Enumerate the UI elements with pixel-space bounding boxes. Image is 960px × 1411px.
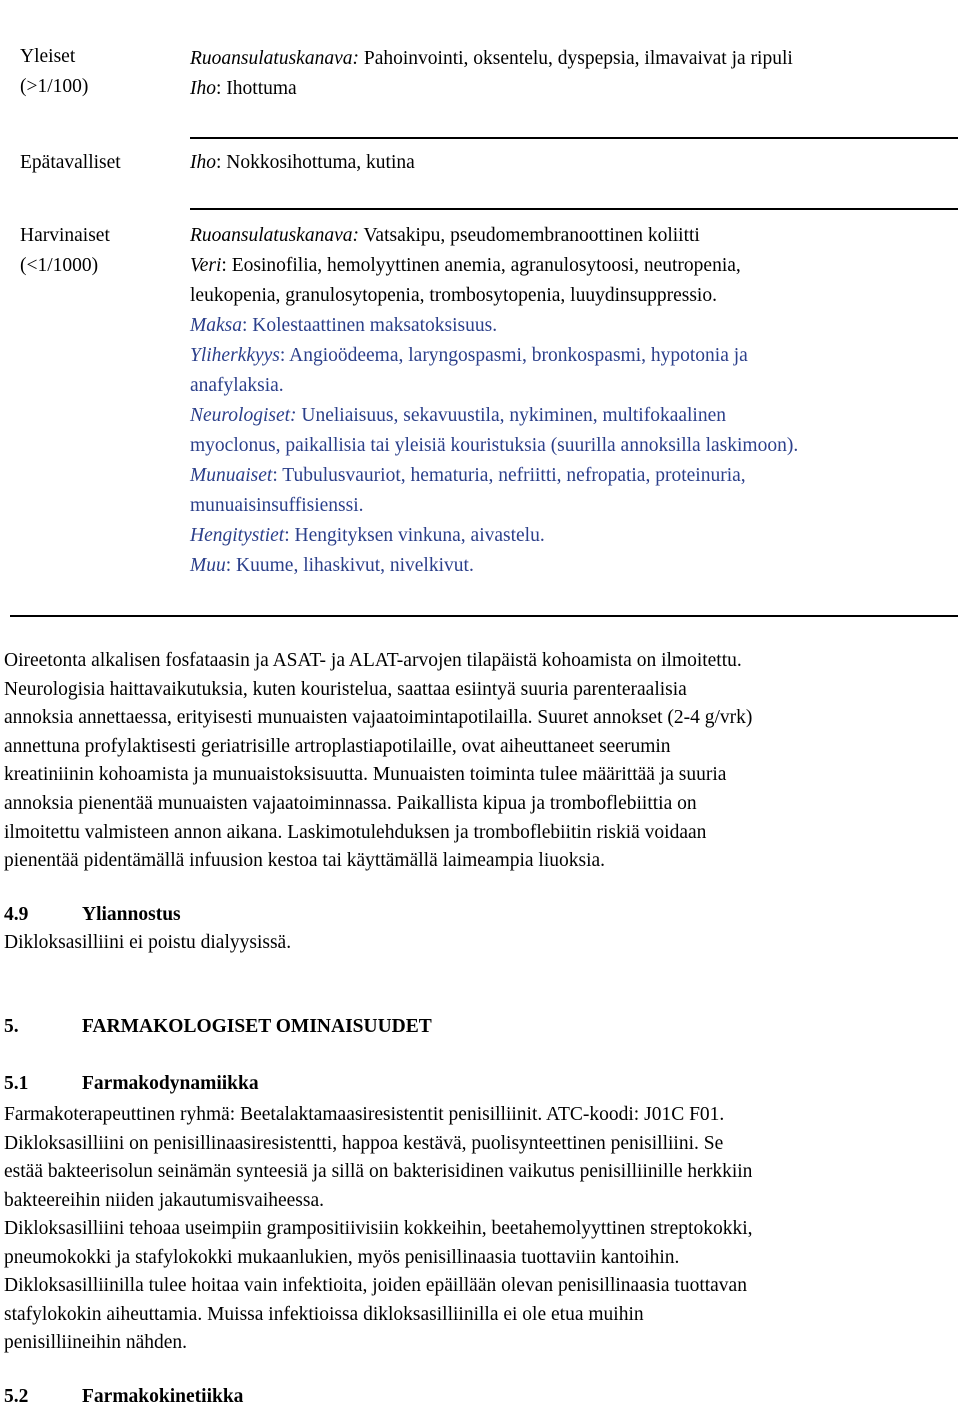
effect-text: myoclonus, paikallisia tai yleisiä kouristuksia (suurilla annoksilla laskimoon). <box>190 435 799 456</box>
text-line: kreatiniinin kohoamista ja munuaistoksisuutta. Munuaisten toiminta tulee määrittää ja suuria <box>4 764 727 786</box>
text-line: Dikloksasilliini ei poistu dialyysissä. <box>4 932 292 953</box>
effect-text: : Angioödeema, laryngospasmi, bronkospasmi, hypotonia ja <box>279 345 748 366</box>
section-title: Yliannostus <box>82 904 181 925</box>
organ-term: Munuaiset <box>190 465 273 486</box>
section-heading-4-9 <box>4 901 181 929</box>
effect-line <box>190 44 955 74</box>
frequency-label-line: Harvinaiset <box>20 225 110 246</box>
effect-text: : Eosinofilia, hemolyyttinen anemia, agranulosytoosi, neutropenia, <box>221 255 741 276</box>
effect-text: : Nokkosihottuma, kutina <box>216 152 415 173</box>
frequency-label-uncommon <box>20 148 121 178</box>
organ-term: Veri <box>190 255 222 276</box>
frequency-content-common <box>190 44 955 104</box>
text-line: Oireetonta alkalisen fosfataasin ja ASAT- ja ALAT-arvojen tilapäistä kohoamista on ilmoitettu. <box>4 650 742 671</box>
effect-text: anafylaksia. <box>190 375 284 396</box>
frequency-label-line: Yleiset <box>20 46 76 67</box>
organ-term: Ruoansulatuskanava: <box>190 225 359 246</box>
organ-term: Iho <box>190 78 216 99</box>
pharmacodynamics-text <box>4 1101 954 1358</box>
text-line: estää bakteerisolun seinämän synteesiä ja sillä on bakterisidinen vaikutus penisilliinille herkkiin <box>4 1161 753 1182</box>
section-number: 5.2 <box>4 1386 29 1407</box>
effect-text: leukopenia, granulosytopenia, trombosytopenia, luuydinsuppressio. <box>190 285 717 306</box>
text-line: Dikloksasilliini on penisillinaasiresistentti, happoa kestävä, puolisynteettinen penisilliini. Se <box>4 1132 724 1154</box>
text-line: annoksia pienentää munuaisten vajaatoiminnassa. Paikallista kipua ja tromboflebiittia on <box>4 792 697 814</box>
organ-term: Muu <box>190 555 226 576</box>
organ-term: Neurologiset: <box>190 405 297 426</box>
effect-text: : Tubulusvauriot, hematuria, nefriitti, nefropatia, proteinuria, <box>272 465 746 486</box>
frequency-label-line: Epätavalliset <box>20 152 121 173</box>
text-line: stafylokokin aiheuttamia. Muissa infektioissa dikloksasilliinilla ei ole etua muihin <box>4 1303 644 1325</box>
effect-line <box>190 491 955 521</box>
effect-text: Pahoinvointi, oksentelu, dyspepsia, ilmavaivat ja ripuli <box>358 48 793 69</box>
effect-line <box>190 371 955 401</box>
text-line: ilmoitettu valmisteen annon aikana. Laskimotulehduksen ja tromboflebiitin riskiä voidaan <box>4 821 707 843</box>
effect-text: : Kolestaattinen maksatoksisuus. <box>242 315 498 336</box>
section-title: Farmakodynamiikka <box>82 1073 259 1094</box>
effect-text: Uneliaisuus, sekavuustila, nykiminen, multifokaalinen <box>296 405 726 426</box>
text-line: Dikloksasilliinilla tulee hoitaa vain infektioita, joiden epäillään olevan penisillinaasia tuottavan <box>4 1275 747 1296</box>
text-line: bakteereihin niiden jakautumisvaiheessa. <box>4 1189 325 1211</box>
side-effect-notes <box>4 647 954 876</box>
effect-line <box>190 431 955 461</box>
frequency-content-rare <box>190 221 955 581</box>
effect-text: munuaisinsuffisienssi. <box>190 495 364 516</box>
frequency-label-line: (<1/1000) <box>20 255 99 276</box>
table-divider <box>190 137 958 139</box>
text-line: annettuna profylaktisesti geriatrisille artroplastiapotilaille, ovat aiheuttaneet seerumin <box>4 735 671 757</box>
organ-term: Hengitystiet <box>190 525 285 546</box>
effect-text: : Hengityksen vinkuna, aivastelu. <box>284 525 545 546</box>
effect-line <box>190 311 955 341</box>
effect-line <box>190 74 955 104</box>
effect-line <box>190 401 955 431</box>
effect-text: Vatsakipu, pseudomembranoottinen koliitti <box>358 225 700 246</box>
section-title: Farmakokinetiikka <box>82 1386 244 1407</box>
organ-term: Ruoansulatuskanava: <box>190 48 359 69</box>
effect-line <box>190 148 955 178</box>
text-line: annoksia annettaessa, erityisesti munuaisten vajaatoimintapotilailla. Suuret annokset (2-4 g/vrk) <box>4 707 753 729</box>
organ-term: Iho <box>190 152 216 173</box>
effect-line <box>190 521 955 551</box>
organ-term: Yliherkkyys <box>190 345 280 366</box>
section-heading-5 <box>4 1013 432 1041</box>
section-number: 4.9 <box>4 904 29 925</box>
section-number: 5. <box>4 1016 19 1037</box>
frequency-label-common <box>20 42 88 102</box>
frequency-content-uncommon <box>190 148 955 178</box>
effect-text: : Ihottuma <box>216 78 297 99</box>
frequency-label-line: (>1/100) <box>20 76 89 97</box>
effect-text: : Kuume, lihaskivut, nivelkivut. <box>225 555 474 576</box>
effect-line <box>190 461 955 491</box>
table-bottom-rule <box>10 615 958 617</box>
table-divider <box>190 208 958 210</box>
section-heading-5-2 <box>4 1383 243 1411</box>
section-title: FARMAKOLOGISET OMINAISUUDET <box>82 1016 432 1037</box>
text-line: pienentää pidentämällä infuusion kestoa tai käyttämällä laimeampia liuoksia. <box>4 850 606 872</box>
effect-line <box>190 551 955 581</box>
effect-line <box>190 341 955 371</box>
text-line: penisilliineihin nähden. <box>4 1332 188 1353</box>
frequency-label-rare <box>20 221 110 281</box>
section-heading-5-1 <box>4 1070 259 1098</box>
effect-line <box>190 221 955 251</box>
text-line: pneumokokki ja stafylokokki mukaanlukien, myös penisillinaasia tuottaviin kantoihin. <box>4 1246 680 1268</box>
section-number: 5.1 <box>4 1073 29 1094</box>
organ-term: Maksa <box>190 315 242 336</box>
effect-line <box>190 251 955 281</box>
text-line: Farmakoterapeuttinen ryhmä: Beetalaktamaasiresistentit penisilliinit. ATC-koodi: J01C F01. <box>4 1104 725 1125</box>
overdose-text <box>4 929 954 958</box>
effect-line <box>190 281 955 311</box>
text-line: Neurologisia haittavaikutuksia, kuten kouristelua, saattaa esiintyä suuria parenteraalisia <box>4 678 687 700</box>
text-line: Dikloksasilliini tehoaa useimpiin grampositiivisiin kokkeihin, beetahemolyyttinen streptokokki, <box>4 1218 753 1239</box>
